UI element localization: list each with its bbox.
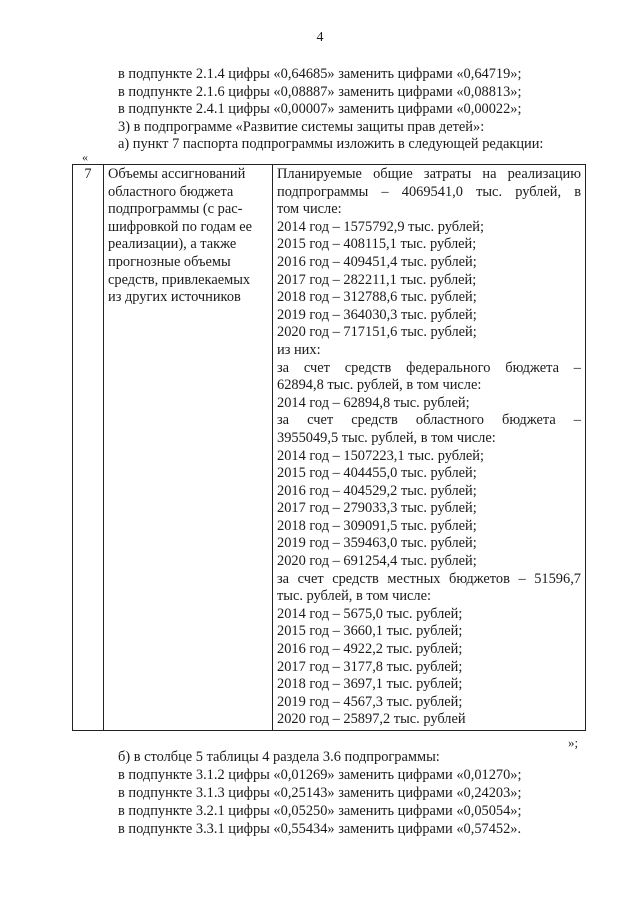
value-line: 3955049,5 тыс. рублей, в том числе: bbox=[277, 429, 496, 446]
value-line: 2018 год – 312788,6 тыс. рублей; bbox=[277, 289, 477, 306]
value-line: 2017 год – 3177,8 тыс. рублей; bbox=[277, 658, 463, 675]
value-line: 2020 год – 691254,4 тыс. рублей; bbox=[277, 553, 477, 570]
value-line: 2014 год – 1575792,9 тыс. рублей; bbox=[277, 218, 484, 235]
value-line: за счет средств областного бюджета – bbox=[277, 412, 581, 429]
value-line: за счет средств федерального бюджета – bbox=[277, 359, 581, 376]
value-line: 2017 год – 279033,3 тыс. рублей; bbox=[277, 500, 477, 517]
value-line: 2014 год – 5675,0 тыс. рублей; bbox=[277, 605, 463, 622]
passport-table bbox=[72, 164, 586, 731]
outro-line: б) в столбце 5 таблицы 4 раздела 3.6 подпрограммы: bbox=[118, 749, 440, 765]
intro-line: в подпункте 2.1.4 цифры «0,64685» заменить цифрами «0,64719»; bbox=[118, 66, 522, 82]
intro-line: а) пункт 7 паспорта подпрограммы изложить в следующей редакции: bbox=[118, 136, 544, 152]
opening-quote-mark: « bbox=[82, 150, 88, 164]
value-line: за счет средств местных бюджетов – 51596,7 bbox=[277, 570, 581, 587]
value-line: 2016 год – 4922,2 тыс. рублей; bbox=[277, 641, 463, 658]
value-line: 2019 год – 364030,3 тыс. рублей; bbox=[277, 306, 477, 323]
name-line: подпрограммы (с рас- bbox=[108, 201, 243, 218]
value-line: 2014 год – 62894,8 тыс. рублей; bbox=[277, 394, 470, 411]
value-line: 2015 год – 408115,1 тыс. рублей; bbox=[277, 236, 477, 253]
name-line: Объемы ассигнований bbox=[108, 166, 246, 182]
value-line: Планируемые общие затраты на реализацию bbox=[277, 166, 581, 182]
value-line: 2014 год – 1507223,1 тыс. рублей; bbox=[277, 447, 484, 464]
outro-line: в подпункте 3.3.1 цифры «0,55434» заменить цифрами «0,57452». bbox=[118, 821, 522, 837]
item-name-cell bbox=[104, 165, 273, 731]
value-line: 2015 год – 404455,0 тыс. рублей; bbox=[277, 465, 477, 482]
value-line: 2015 год – 3660,1 тыс. рублей; bbox=[277, 623, 463, 640]
value-line: тыс. рублей, в том числе: bbox=[277, 588, 431, 605]
name-line: областного бюджета bbox=[108, 183, 234, 200]
value-line: 2020 год – 717151,6 тыс. рублей; bbox=[277, 324, 477, 341]
name-line: шифровкой по годам ее bbox=[108, 218, 253, 235]
closing-quote-mark: »; bbox=[568, 735, 579, 750]
name-line: из других источников bbox=[108, 289, 241, 306]
name-line: средств, привлекаемых bbox=[108, 271, 251, 288]
value-line: 2016 год – 404529,2 тыс. рублей; bbox=[277, 482, 477, 499]
intro-line: 3) в подпрограмме «Развитие системы защиты прав детей»: bbox=[118, 118, 485, 135]
outro-line: в подпункте 3.2.1 цифры «0,05250» заменить цифрами «0,05054»; bbox=[118, 803, 522, 819]
outro-paragraph bbox=[118, 748, 598, 838]
outro-line: в подпункте 3.1.3 цифры «0,25143» заменить цифрами «0,24203»; bbox=[118, 785, 522, 801]
item-value-cell bbox=[273, 165, 586, 731]
value-line: 62894,8 тыс. рублей, в том числе: bbox=[277, 377, 482, 394]
outro-line: в подпункте 3.1.2 цифры «0,01269» заменить цифрами «0,01270»; bbox=[118, 767, 522, 783]
name-line: реализации), а также bbox=[108, 236, 237, 253]
intro-line: в подпункте 2.4.1 цифры «0,00007» заменить цифрами «0,00022»; bbox=[118, 101, 522, 117]
page-number: 4 bbox=[316, 30, 324, 45]
value-line: 2019 год – 4567,3 тыс. рублей; bbox=[277, 693, 463, 710]
intro-line: в подпункте 2.1.6 цифры «0,08887» заменить цифрами «0,08813»; bbox=[118, 83, 522, 100]
item-number-cell: 7 bbox=[73, 165, 104, 731]
value-line: 2020 год – 25897,2 тыс. рублей bbox=[277, 711, 466, 728]
value-line: подпрограммы – 4069541,0 тыс. рублей, в bbox=[277, 183, 581, 200]
value-line: 2016 год – 409451,4 тыс. рублей; bbox=[277, 253, 477, 270]
intro-paragraph bbox=[118, 66, 598, 154]
value-line: 2018 год – 3697,1 тыс. рублей; bbox=[277, 676, 463, 693]
value-line: 2017 год – 282211,1 тыс. рублей; bbox=[277, 271, 477, 288]
table-row bbox=[73, 165, 586, 731]
value-line: 2018 год – 309091,5 тыс. рублей; bbox=[277, 517, 477, 534]
name-line: прогнозные объемы bbox=[108, 253, 231, 270]
value-line: 2019 год – 359463,0 тыс. рублей; bbox=[277, 535, 477, 552]
value-line: том числе: bbox=[277, 201, 342, 218]
value-line: из них: bbox=[277, 341, 321, 358]
